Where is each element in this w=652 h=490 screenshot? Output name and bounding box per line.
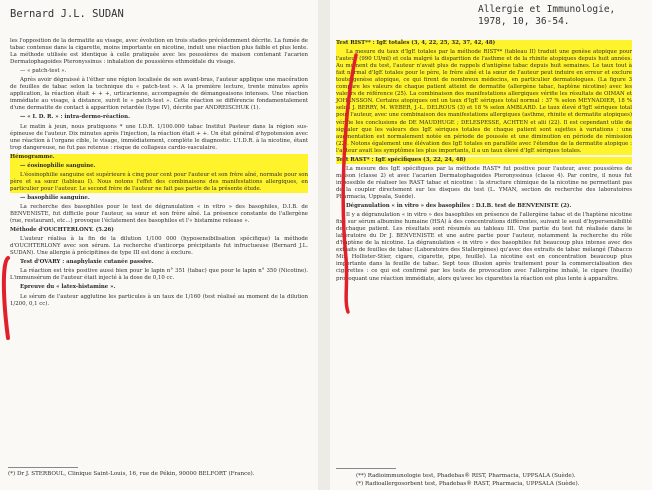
left-page	[0, 0, 319, 490]
page-gutter	[318, 0, 330, 490]
paragraph: Il y a dégranulation « in vitro » des basophiles en présence de l'allergène tabac et de l'haptène nicotine fixé sur sérum albumine humaine (HSA) à des concentrations différentes, suivant le seuil d'hypersensibilité de chaque patient. Les résultats sont résumés au tableau III. Une partie du test fut réalisée dans le laboratoire du Dr J. BENVENISTE et une autre partie pour l'auteur, notamment la recherche du rôle d'haptène de la nicotine. La dégranulation « in vitro » des basophiles fut beaucoup plus intense avec des extraits de feuilles de tabac (Laboratoire des Stallergènes) qu'avec des extraits de tabac mélangé (Tabacco Mix, Hollister-Stier, cigare, cigarette, pipe, feuille). La nicotine est en concentration beaucoup plus importante dans la feuille de tabac. Sept tous illusion après traitement pour la commercialisation des cigarettes : ce qui est confirmé par les tests de provocation avec l'allergène inhalé, le cigare (feuille) provoquant une réaction immédiate, alors qu'avec les cigarettes la réaction est plus lente à apparaître.	[336, 212, 632, 282]
paragraph: les l'opposition de la dermatite au visage, avec évolution en trois stades précédemment décrite. La fumée de tabac contenue dans la cigarette, moins importante en nicotine, induit une réaction plus faible et plus lente. La méthode utilisée est identique à celle pratiquée avec les poussières de maison contenant l'acarien Dermatophagoides Pteronyssinus : inhalation de poussières ethmoïdale du visage.	[10, 38, 308, 66]
section-heading: — basophilie sanguine.	[20, 194, 90, 201]
journal-volume: 1978, 10, 36-54.	[478, 16, 570, 27]
paragraph: L'auteur réalisa à la fin de la dilution 1/100 000 (hyposensibilisation spécifique) la méthode d'OUCHTERLONY avec son sérum. La recherche d'anticorps précipitants fut infructueuse (Bernard J.L. SUDAN). Une allergie à précipitines de type III est donc à exclure.	[10, 236, 308, 257]
paragraph: La recherche des basophiles pour le test de dégranulation « in vitro » des basophiles, D.I.B. de BENVENISTE, fut difficile pour l'auteur, sa sœur et son frère aîné. La présence constante de l'allergène (rue, restaurant, etc...) provoque l'éclatement des basophiles et l'« histamine release ».	[10, 203, 308, 225]
section-heading: — « patch-test ».	[20, 68, 67, 75]
paragraph: Le sérum de l'auteur agglutine les particules à un taux de 1/160 (test réalisé au moment de la dilution 1/200, 0,1 cc).	[10, 293, 308, 307]
journal-header	[478, 4, 648, 28]
paragraph: Après avoir dégraissé à l'éther une région localisée de son avant-bras, l'auteur applique une macération de feuilles de tabac selon la technique du « patch-test ». A la première lecture, trente minutes après application, la réaction était + + +, urticarienne, accompagnée de démangeaisons intenses. Une réaction immédiate au visage, à distance, suivit le « patch-test ». Cette réaction se différencie fondamentalement d'une dermatite de contact à apparition retardée (type IV), décrite par ANDREISCHUK (1).	[10, 77, 308, 112]
section-heading: Epreuve du « latex-histamine ».	[20, 284, 116, 291]
paragraph: Le matin à jeun, nous pratiquons * une I.D.R. 1/100.000 tabac Institut Pasteur dans la région sus-épineuse de l'auteur. Dix minutes après l'injection, la réaction était + +. Un état général d'hypotension avec une réaction à l'organe cible, le visage, immédiatement, complète le diagnostic. L'I.D.R. à la nicotine, étant trop dangereuse, ne fut pas retenue : risque de collapsus cardio-vasculaire.	[10, 123, 308, 151]
footnotes	[356, 473, 646, 488]
paragraph: La mesure du taux d'IgE totales par la méthode RIST** (tableau II) traduit une genèse atopique pour l'auteur (990 UI/ml) et cela malgré la disparition de l'asthme et de la rhinite atopiques depuis huit années. Au moment du test, l'auteur n'avait plus de rappels d'antigène tabac depuis huit semaines. Le taux tout à fait normal d'IgE totales pour le père, le frère aîné et la sœur de l'auteur peut induire en erreur et exclure toute genèse atopique, ce qui firent de nombreux médecins, en particulier dermatologues. (La figure 3 compare les valeurs de chaque patient atteint de dermatite (allergène tabac, haptène nicotine) avec les valeurs de référence (25). La combinaison des manifestations allergiques vérifie les résultats de OIMAN et JOHANSSON. Certains atopiques ont un taux d'IgE sériques total normal : 37 % selon MEYNADIER, 18 % selon J. BERRY, M. WEBER, J.-L. DELROUS (3) et 18 % selon AMBLARD. Le taux élevé d'IgE sériques total pour l'auteur, avec une combinaison des manifestations allergiques (asthme, rhinite et dermatite atopiques) vérifie les conclusions de DE MAUDHUGE ; DELESPESSE, ACHTEN et alii (22). Il est cependant utile de signaler que les valeurs des IgE sériques totales de chaque patient sont sujettes à variations : une augmentation est normalement notée en période de poussée et une diminution en période de rémission (22). Notons également une élévation des IgE totales en parallèle avec l'étendue de la dermatite atopique : l'auteur avait les symptômes les plus importants, il a un taux élevé d'IgE sériques totales.	[336, 49, 632, 154]
left-column	[10, 38, 308, 310]
section-heading: — « I. D. R. » : intra-dermo-réaction.	[20, 114, 130, 121]
footnote: (*) Dr J. STERBOUL, Clinique Saint-Louis, 16, rue de Pékin, 90000 BELFORT (France).	[8, 471, 255, 477]
paragraph: La réaction est très positive aussi bien pour le lapin n° 351 (tabac) que pour le lapin n° 350 (Nicotine). L'immunsérum de l'auteur était injecté à la dose de 0,10 cc.	[10, 268, 308, 282]
footnote-rule	[336, 468, 396, 469]
section-heading: Dégranulation « in vitro » des basophiles : D.I.B. test de BENVENISTE (2).	[346, 203, 572, 210]
footnote: (**) Radioimmunologie test, Phadebas® RIST, Pharmacia, UPPSALA (Suède).	[356, 473, 576, 479]
highlighted-block	[336, 40, 632, 155]
journal-title: Allergie et Immunologie,	[478, 4, 616, 15]
section-heading: Test RIST** : IgE totales (3, 4, 22, 25, 32, 37, 42, 48)	[336, 40, 496, 46]
paragraph: La mesure des IgE spécifiques par la méthode RAST* fut positive pour l'auteur, avec poussières de maison (classe 2) et avec l'acarien Dermatophagoides Pteronyssinus (classe 4). Par contre, il nous fut impossible de réaliser les RAST tabac et nicotine : la structure chimique de la nicotine ne permettant pas de la coupler directement sur les disques du test (L. YMAN, section de recherche des laboratoires Pharmacia, Uppsala, Suède).	[336, 165, 632, 200]
section-heading: Hémogramme.	[10, 153, 55, 160]
right-page	[330, 0, 652, 490]
highlighted-block	[10, 154, 308, 193]
footnote-rule	[8, 467, 78, 468]
paragraph: L'éosinophilie sanguine est supérieure à cinq pour cent pour l'auteur et son frère aîné, normale pour son père et sa sœur (tableau I). Nous notons l'effet des combinaisons des manifestations allergiques, en particulier pour l'auteur. Le second frère de l'auteur ne fait pas partie de la présente étude.	[10, 171, 308, 192]
author-header: Bernard J.L. SUDAN	[10, 8, 124, 20]
section-heading: — éosinophilie sanguine.	[20, 162, 96, 169]
right-column	[336, 40, 632, 285]
section-heading: Méthode d'OUCHTERLONY. (5.26)	[10, 227, 114, 234]
section-heading: Test RAST* : IgE spécifiques (3, 22, 24, 48)	[336, 157, 632, 164]
footnote: (*) Radioallergosorbent test, Phadebas® RAST, Pharmacia, UPPSALA (Suède).	[356, 480, 580, 487]
section-heading: Test d'OVARY : anaphylaxie cutanée passive.	[20, 259, 154, 266]
